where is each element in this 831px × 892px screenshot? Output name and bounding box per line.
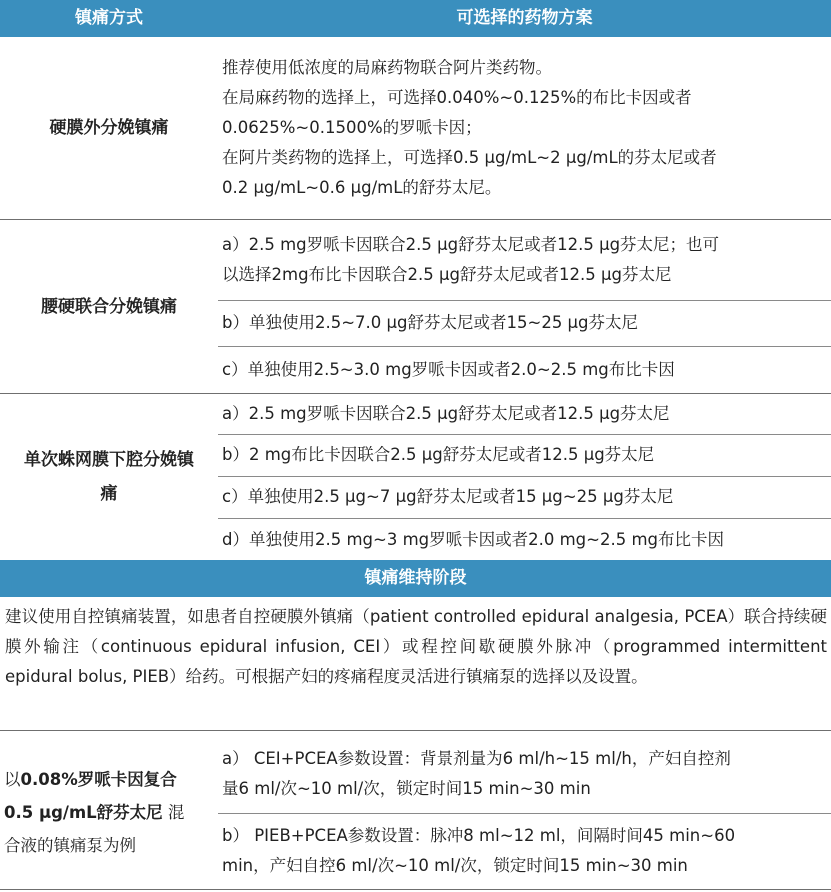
example-post-2: 合液的镇痛泵为例 bbox=[4, 836, 136, 855]
cell-cse-a bbox=[222, 222, 826, 298]
cell-spinal-d: d）单独使用2.5 mg~3 mg罗哌卡因或者2.0 mg~2.5 mg布比卡因 bbox=[222, 529, 725, 549]
example-drug-1: 0.08%罗哌卡因复合 bbox=[20, 770, 177, 789]
header-method: 镇痛方式 bbox=[75, 8, 143, 28]
cell-maint-a bbox=[222, 741, 826, 807]
table-header bbox=[0, 0, 831, 37]
maintenance-title: 镇痛维持阶段 bbox=[0, 560, 831, 597]
epidural-line-1: 推荐使用低浓度的局麻药物联合阿片类药物。 bbox=[222, 58, 552, 77]
epidural-line-5: 0.2 μg/mL~0.6 μg/mL的舒芬太尼。 bbox=[222, 178, 502, 197]
cell-epidural bbox=[222, 50, 826, 206]
label-spinal-line-2: 痛 bbox=[100, 484, 118, 504]
maint-a-line-2: 量6 ml/次~10 ml/次，锁定时间15 min~30 min bbox=[222, 779, 591, 798]
cell-cse-c: c）单独使用2.5~3.0 mg罗哌卡因或者2.0~2.5 mg布比卡因 bbox=[222, 360, 675, 379]
label-epidural: 硬膜外分娩镇痛 bbox=[49, 118, 169, 138]
divider bbox=[0, 730, 831, 731]
divider bbox=[0, 889, 831, 890]
maint-a-line-1: a） CEI+PCEA参数设置：背景剂量为6 ml/h~15 ml/h，产妇自控剂 bbox=[222, 749, 731, 768]
example-post-1: 混 bbox=[167, 803, 185, 822]
cse-a-line-2: 以选择2mg布比卡因联合2.5 μg舒芬太尼或者12.5 μg芬太尼 bbox=[222, 265, 672, 284]
cse-a-line-1: a）2.5 mg罗哌卡因联合2.5 μg舒芬太尼或者12.5 μg芬太尼；也可 bbox=[222, 235, 720, 254]
epidural-line-4: 在阿片类药物的选择上，可选择0.5 μg/mL~2 μg/mL的芬太尼或者 bbox=[222, 148, 717, 167]
label-spinal-line-1: 单次蛛网膜下腔分娩镇 bbox=[24, 450, 194, 470]
label-example bbox=[4, 763, 216, 862]
cell-spinal-a: a）2.5 mg罗哌卡因联合2.5 μg舒芬太尼或者12.5 μg芬太尼 bbox=[222, 404, 670, 423]
epidural-line-2: 在局麻药物的选择上，可选择0.040%~0.125%的布比卡因或者 bbox=[222, 88, 692, 107]
label-spinal bbox=[0, 394, 218, 560]
header-regimen: 可选择的药物方案 bbox=[456, 8, 593, 28]
divider bbox=[218, 813, 831, 814]
maintenance-paragraph: 建议使用自控镇痛装置，如患者自控硬膜外镇痛（patient controlled epidural analgesia, PCEA）联合持续硬膜外输注（continuous epidural infusion, CEI）或程控间歇硬膜外脉冲（programmed intermittent epidural bolus, PIEB）给药。可根据产妇的疼痛程度灵活进行镇痛泵的选择以及设置。 bbox=[5, 607, 827, 686]
example-drug-2: 0.5 μg/mL舒芬太尼 bbox=[4, 803, 163, 822]
cell-spinal-b: b）2 mg布比卡因联合2.5 μg舒芬太尼或者12.5 μg芬太尼 bbox=[222, 445, 655, 464]
example-pre: 以 bbox=[4, 770, 21, 789]
cell-maint-b bbox=[222, 818, 826, 884]
maint-b-line-1: b） PIEB+PCEA参数设置：脉冲8 ml~12 ml，间隔时间45 min~60 bbox=[222, 826, 736, 845]
maint-b-line-2: min，产妇自控6 ml/次~10 ml/次，锁定时间15 min~30 min bbox=[222, 856, 688, 875]
label-cse: 腰硬联合分娩镇痛 bbox=[41, 297, 177, 317]
epidural-line-3: 0.0625%~0.1500%的罗哌卡因； bbox=[222, 118, 482, 137]
cell-cse-b: b）单独使用2.5~7.0 μg舒芬太尼或者15~25 μg芬太尼 bbox=[222, 313, 639, 332]
cell-spinal-c: c）单独使用2.5 μg~7 μg舒芬太尼或者15 μg~25 μg芬太尼 bbox=[222, 487, 674, 506]
